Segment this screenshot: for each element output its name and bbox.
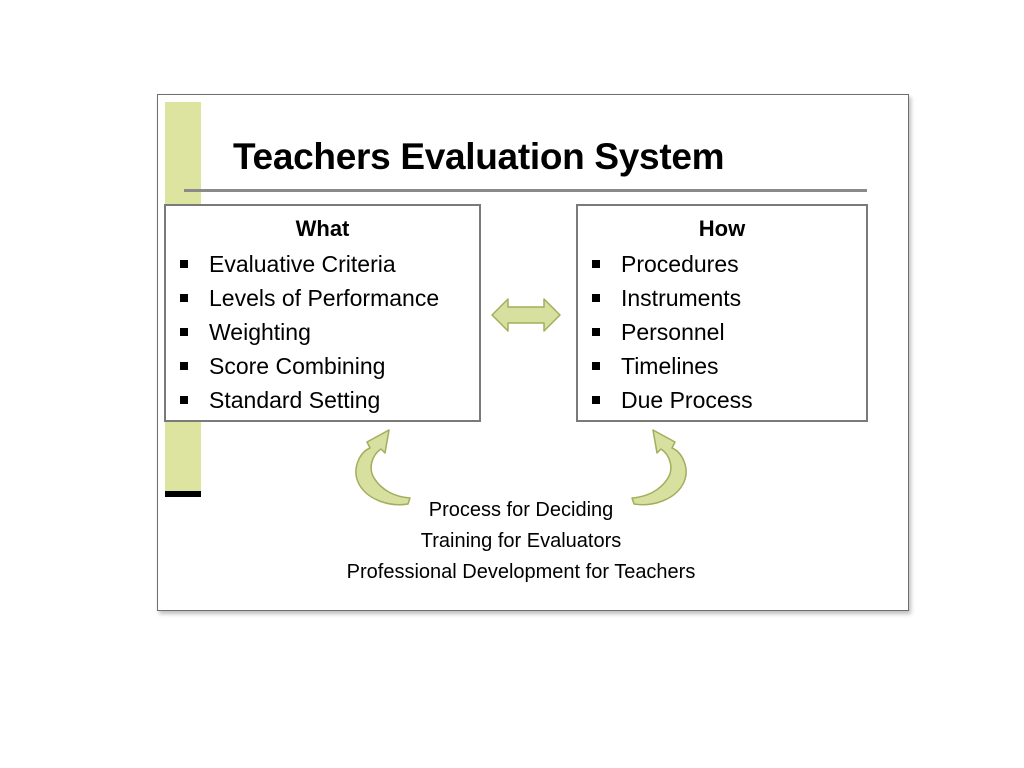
process-line: Process for Deciding xyxy=(428,499,614,521)
how-item: Timelines xyxy=(578,349,866,383)
double-arrow-icon xyxy=(490,296,562,334)
what-item: Evaluative Criteria xyxy=(166,247,479,281)
accent-bar-base xyxy=(165,491,201,497)
process-line: Professional Development for Teachers xyxy=(346,561,696,583)
what-heading: What xyxy=(295,216,350,241)
process-list xyxy=(270,495,772,588)
what-item: Weighting xyxy=(166,315,479,349)
what-item: Levels of Performance xyxy=(166,281,479,315)
how-item: Due Process xyxy=(578,383,866,417)
process-line: Training for Evaluators xyxy=(420,530,622,552)
how-list xyxy=(578,247,866,417)
title-underline xyxy=(184,189,867,192)
what-item: Score Combining xyxy=(166,349,479,383)
how-item: Personnel xyxy=(578,315,866,349)
what-list xyxy=(166,247,479,417)
what-item: Standard Setting xyxy=(166,383,479,417)
how-box xyxy=(576,204,868,422)
slide-title: Teachers Evaluation System xyxy=(233,136,725,177)
what-box xyxy=(164,204,481,422)
how-item: Procedures xyxy=(578,247,866,281)
how-item: Instruments xyxy=(578,281,866,315)
how-heading: How xyxy=(698,216,746,241)
